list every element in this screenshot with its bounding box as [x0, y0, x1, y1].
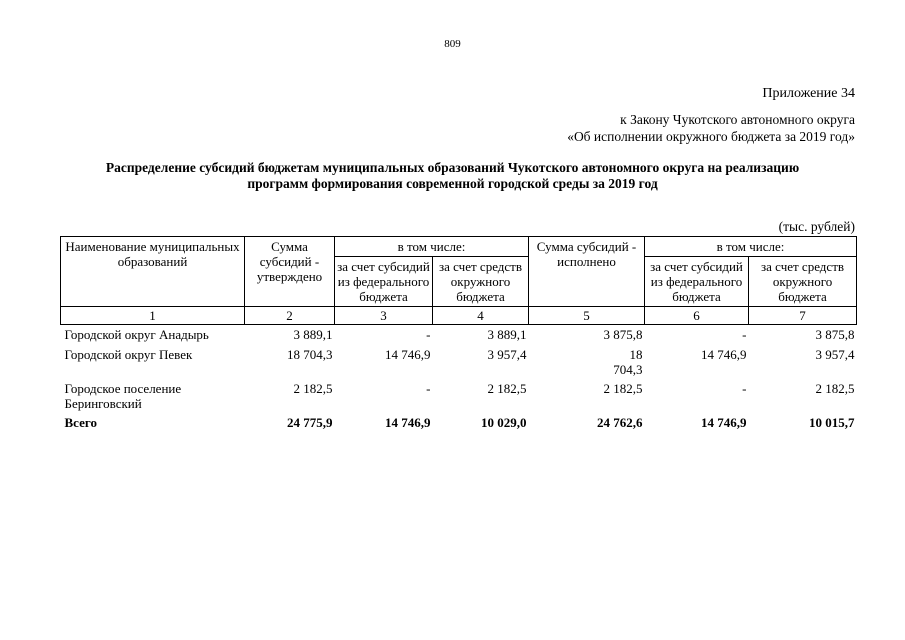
cell-federal-executed: - — [742, 327, 747, 342]
total-approved: 24 775,9 — [287, 414, 333, 430]
column-number: 6 — [645, 307, 749, 325]
table-row — [61, 345, 857, 379]
cell-district-approved: 3 957,4 — [487, 346, 527, 362]
cell-approved: 2 182,5 — [293, 380, 333, 396]
header-federal-1: за счет субсидий из федерального бюджета — [335, 257, 433, 307]
cell-executed — [529, 345, 645, 379]
header-including-1: в том числе: — [335, 237, 529, 257]
title-line-2: программ формирования современной городской среды за 2019 год — [247, 176, 658, 191]
cell-executed: 3 875,8 — [603, 327, 643, 342]
unit-label: (тыс. рублей) — [778, 219, 855, 234]
total-federal-executed: 14 746,9 — [701, 414, 747, 430]
table-row — [61, 325, 857, 345]
column-number: 1 — [61, 307, 245, 325]
header-name: Наименование муниципальных образований — [61, 237, 245, 307]
table-row — [61, 379, 857, 413]
column-number: 5 — [529, 307, 645, 325]
column-number: 7 — [749, 307, 857, 325]
subsidy-table — [60, 236, 857, 432]
municipality-name: Городской округ Анадырь — [64, 327, 209, 342]
total-district-executed: 10 015,7 — [809, 414, 855, 430]
title-line-1: Распределение субсидий бюджетам муниципальных образований Чукотского автономного округа на реализацию — [105, 160, 800, 175]
municipality-name: Городской округ Певек — [64, 346, 193, 362]
column-number: 2 — [245, 307, 335, 325]
law-line-1: к Закону Чукотского автономного округа — [620, 112, 855, 127]
appendix-label: Приложение 34 — [762, 86, 855, 101]
law-reference — [567, 111, 855, 145]
cell-district-executed: 3 875,8 — [815, 327, 855, 342]
total-label: Всего — [64, 414, 97, 430]
cell-district-approved: 2 182,5 — [487, 380, 527, 396]
header-executed: Сумма субсидий - исполнено — [529, 237, 645, 307]
header-federal-2: за счет субсидий из федерального бюджета — [645, 257, 749, 307]
header-including-2: в том числе: — [645, 237, 857, 257]
cell-federal-executed: - — [742, 380, 747, 396]
header-district-2: за счет средств окружного бюджета — [749, 257, 857, 307]
total-executed: 24 762,6 — [597, 414, 643, 430]
cell-executed: 2 182,5 — [603, 380, 643, 396]
page-number: 809 — [444, 38, 461, 50]
column-number: 4 — [433, 307, 529, 325]
cell-federal-executed: 14 746,9 — [701, 346, 747, 362]
municipality-name: Городское поселение Беринговский — [64, 380, 182, 411]
cell-district-executed: 3 957,4 — [815, 346, 855, 362]
law-line-2: «Об исполнении окружного бюджета за 2019 год» — [567, 129, 855, 144]
cell-approved: 3 889,1 — [293, 327, 333, 342]
total-row — [61, 413, 857, 432]
cell-federal-approved: - — [426, 327, 431, 342]
total-federal-approved: 14 746,9 — [385, 414, 431, 430]
header-district-1: за счет средств окружного бюджета — [433, 257, 529, 307]
cell-district-approved: 3 889,1 — [487, 327, 527, 342]
cell-executed-value: 18 704,3 — [613, 346, 643, 377]
cell-federal-approved: - — [426, 380, 431, 396]
column-number: 3 — [335, 307, 433, 325]
cell-district-executed: 2 182,5 — [815, 380, 855, 396]
cell-federal-approved: 14 746,9 — [385, 346, 431, 362]
total-district-approved: 10 029,0 — [481, 414, 527, 430]
header-approved: Сумма субсидий - утверждено — [245, 237, 335, 307]
cell-approved: 18 704,3 — [287, 346, 333, 362]
document-title — [50, 160, 855, 192]
